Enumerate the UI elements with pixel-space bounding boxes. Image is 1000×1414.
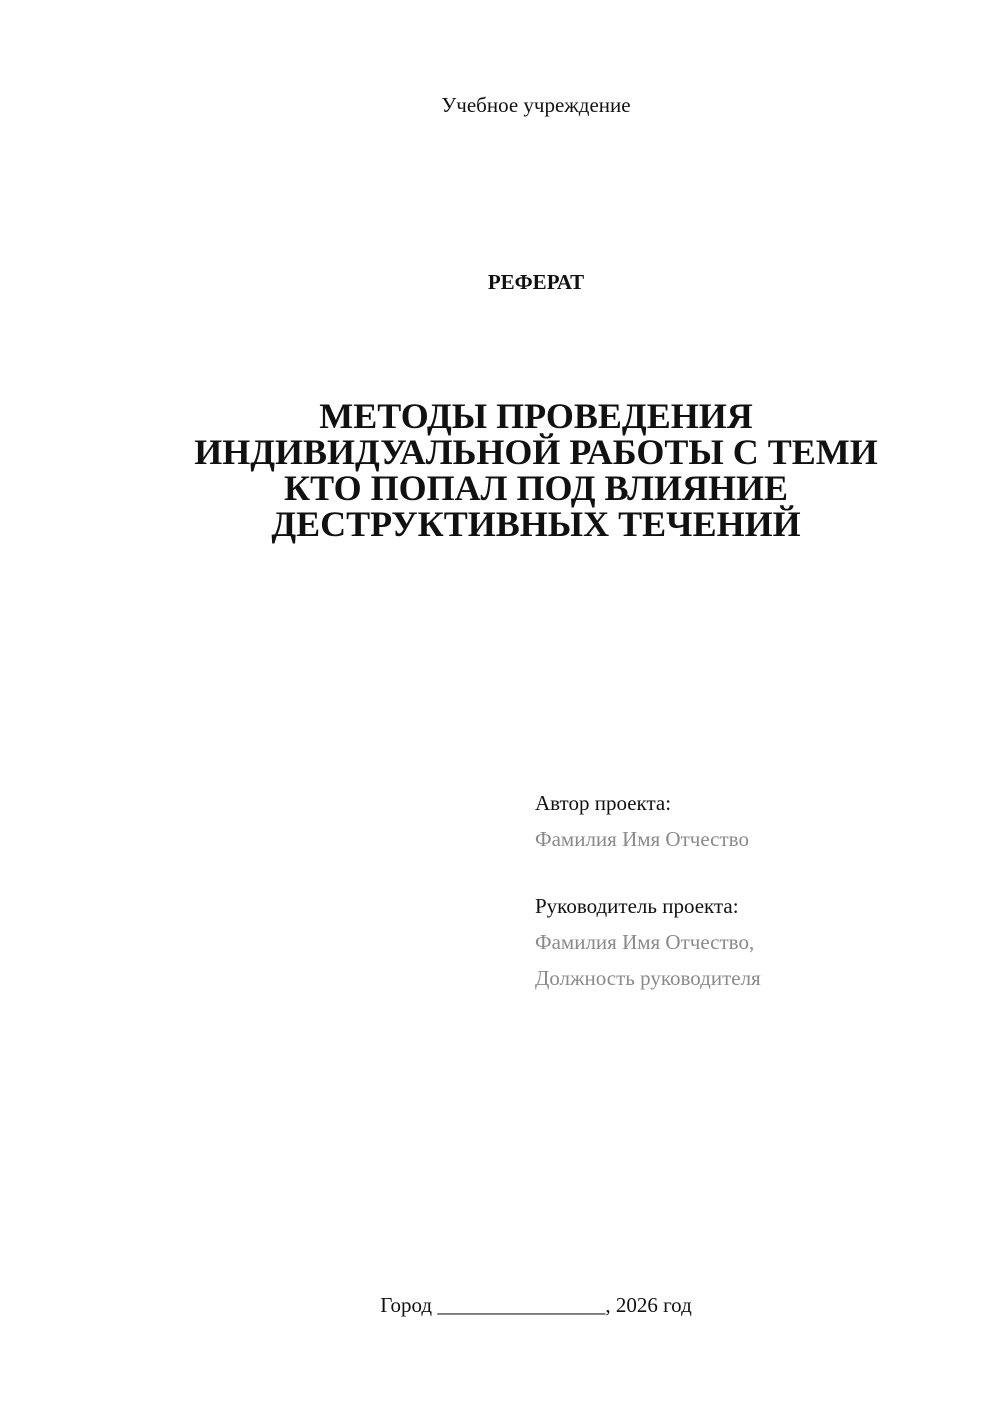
author-name-placeholder: Фамилия Имя Отчество <box>535 827 749 851</box>
supervisor-label: Руководитель проекта: <box>535 894 739 918</box>
document-title <box>120 398 952 542</box>
block-spacer <box>535 862 975 893</box>
author-block <box>535 790 975 1001</box>
city-year-footer: Город ________________, 2026 год <box>380 1293 692 1317</box>
supervisor-name-placeholder: Фамилия Имя Отчество, <box>535 930 755 954</box>
title-line: ДЕСТРУКТИВНЫХ ТЕЧЕНИЙ <box>271 504 801 544</box>
institution-name: Учебное учреждение <box>441 93 631 117</box>
document-type: РЕФЕРАТ <box>487 270 585 294</box>
supervisor-position-placeholder: Должность руководителя <box>535 966 761 990</box>
title-line: МЕТОДЫ ПРОВЕДЕНИЯ <box>319 396 753 436</box>
title-line: ИНДИВИДУАЛЬНОЙ РАБОТЫ С ТЕМИ <box>194 432 878 472</box>
title-line: КТО ПОПАЛ ПОД ВЛИЯНИЕ <box>284 468 788 508</box>
author-label: Автор проекта: <box>535 791 672 815</box>
